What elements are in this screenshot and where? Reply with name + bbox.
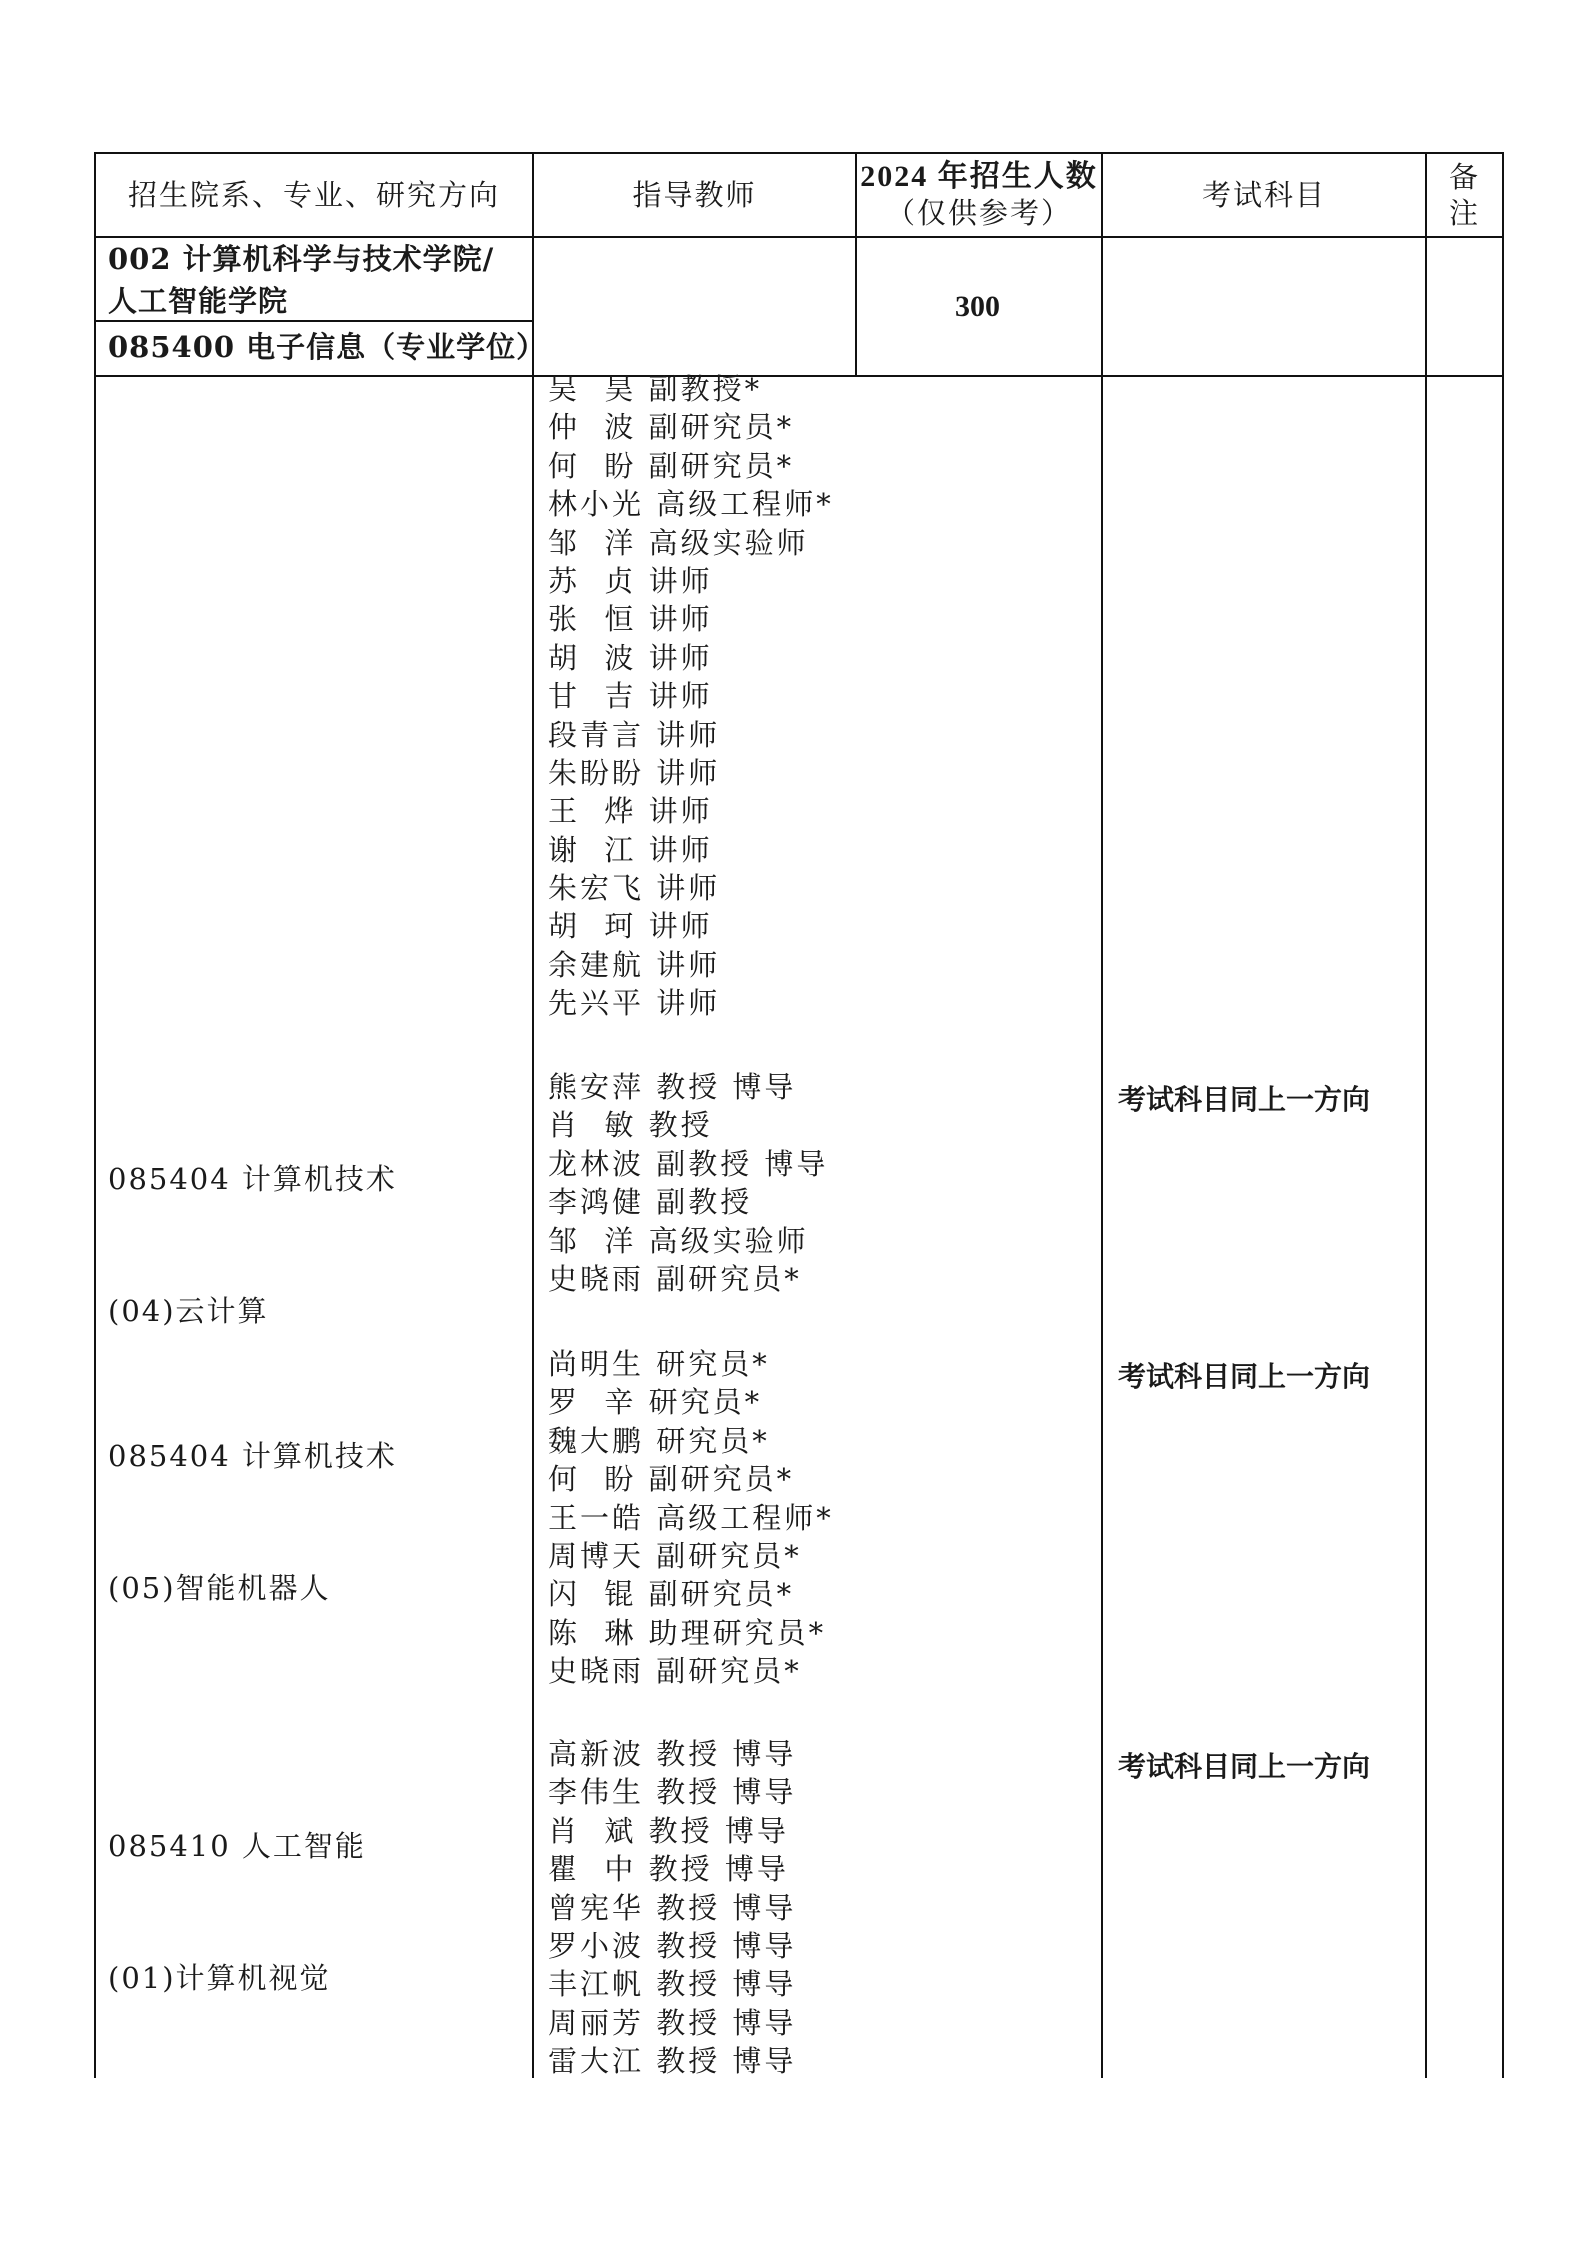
direction-name: (05)智能机器人 [108,1571,331,1605]
teacher-row: 何 盼 副研究员* [548,448,795,483]
teacher-row: 谢 江 讲师 [548,832,713,867]
teacher-row: 熊安萍 教授 博导 [548,1070,797,1104]
teacher-row: 高新波 教授 博导 [548,1737,797,1771]
teacher-row: 陈 琳 助理研究员* [548,1615,827,1650]
exam-subjects-group-2: 考试科目同上一方向 [1118,1360,1371,1393]
direction-major-code: 085404 计算机技术 [108,1439,397,1473]
department-line2: 人工智能学院 [108,284,289,318]
teacher-row: 甘 吉 讲师 [548,679,713,714]
header-col3-line2: （仅供参考） [885,196,1072,230]
teacher-row: 龙林波 副教授 博导 [548,1146,829,1181]
teacher-row: 苏 贞 讲师 [548,563,713,598]
header-department-major-direction [96,154,532,236]
teacher-list-group-3 [548,1735,796,2081]
direction-group-3 [108,1736,366,2088]
teacher-row: 瞿 中 教授 博导 [548,1852,789,1887]
teacher-row: 王一皓 高级工程师* [548,1500,834,1535]
header-col3-line1: 2024 年招生人数 [860,160,1098,193]
table-right-border [1502,152,1504,2078]
teacher-list-group-1 [548,1068,828,1298]
teacher-row: 先兴平 讲师 [548,986,721,1021]
direction-name: (04)云计算 [108,1294,269,1328]
teacher-row: 雷大江 教授 博导 [548,2044,797,2079]
teacher-row: 史晓雨 副研究员* [548,1654,802,1689]
teacher-row: 仲 波 副研究员* [548,410,795,445]
teacher-row: 余建航 讲师 [548,947,721,982]
teacher-row: 吴 昊 副教授* [548,372,763,406]
teacher-row: 罗 辛 研究员* [548,1385,763,1420]
teacher-row: 胡 珂 讲师 [548,909,713,944]
header-col2-label: 指导教师 [632,178,757,212]
teacher-row: 邹 洋 高级实验师 [548,1223,809,1258]
teacher-row: 丰江帆 教授 博导 [548,1967,797,2002]
header-col5-line1: 备 [1448,160,1480,194]
teacher-row: 李鸿健 副教授 [548,1185,753,1220]
header-col5-line2: 注 [1448,196,1480,230]
column-divider-teachers [532,152,534,2078]
teacher-row: 朱盼盼 讲师 [548,755,721,790]
teacher-row: 史晓雨 副研究员* [548,1261,802,1296]
teacher-row: 闪 锟 副研究员* [548,1577,795,1612]
header-supervisor [534,154,855,236]
teacher-row: 王 烨 讲师 [548,794,713,829]
column-divider-exam [1101,152,1103,2078]
exam-subjects-group-3: 考试科目同上一方向 [1118,1750,1371,1783]
teacher-list-group-0 [548,370,834,1023]
header-col1-label: 招生院系、专业、研究方向 [127,178,500,212]
teacher-row: 肖 斌 教授 博导 [548,1813,789,1848]
teacher-row: 周博天 副研究员* [548,1538,802,1573]
header-col4-label: 考试科目 [1201,178,1326,212]
teacher-row: 朱宏飞 讲师 [548,871,721,906]
direction-major-code: 085404 计算机技术 [108,1162,397,1196]
major-name: 085400 电子信息（专业学位） [108,330,547,364]
department-name [108,238,494,322]
teacher-row: 张 恒 讲师 [548,602,713,637]
direction-name: (01)计算机视觉 [108,1961,331,1995]
teacher-row: 胡 波 讲师 [548,640,713,675]
column-divider-remarks [1425,152,1427,2078]
teacher-row: 段青言 讲师 [548,717,721,752]
teacher-row: 魏大鹏 研究员* [548,1423,770,1458]
header-quota [857,154,1101,236]
teacher-row: 何 盼 副研究员* [548,1462,795,1497]
teacher-row: 曾宪华 教授 博导 [548,1890,797,1925]
direction-major-code: 085410 人工智能 [108,1829,366,1863]
quota-value: 300 [955,290,1000,323]
teacher-row: 肖 敏 教授 [548,1108,713,1143]
teacher-row: 邹 洋 高级实验师 [548,525,809,560]
direction-group-2 [108,1346,397,1698]
exam-subjects-group-1: 考试科目同上一方向 [1118,1083,1371,1116]
teacher-row: 周丽芳 教授 博导 [548,2005,797,2040]
teacher-row: 罗小波 教授 博导 [548,1928,797,1963]
header-exam-subjects [1103,154,1425,236]
department-line1: 002 计算机科学与技术学院/ [108,242,495,276]
teacher-row: 尚明生 研究员* [548,1347,770,1381]
teacher-row: 李伟生 教授 博导 [548,1775,797,1810]
teacher-list-group-2 [548,1345,834,1691]
header-remarks [1427,154,1502,236]
teacher-row: 林小光 高级工程师* [548,487,834,522]
table-left-border [94,152,96,2078]
